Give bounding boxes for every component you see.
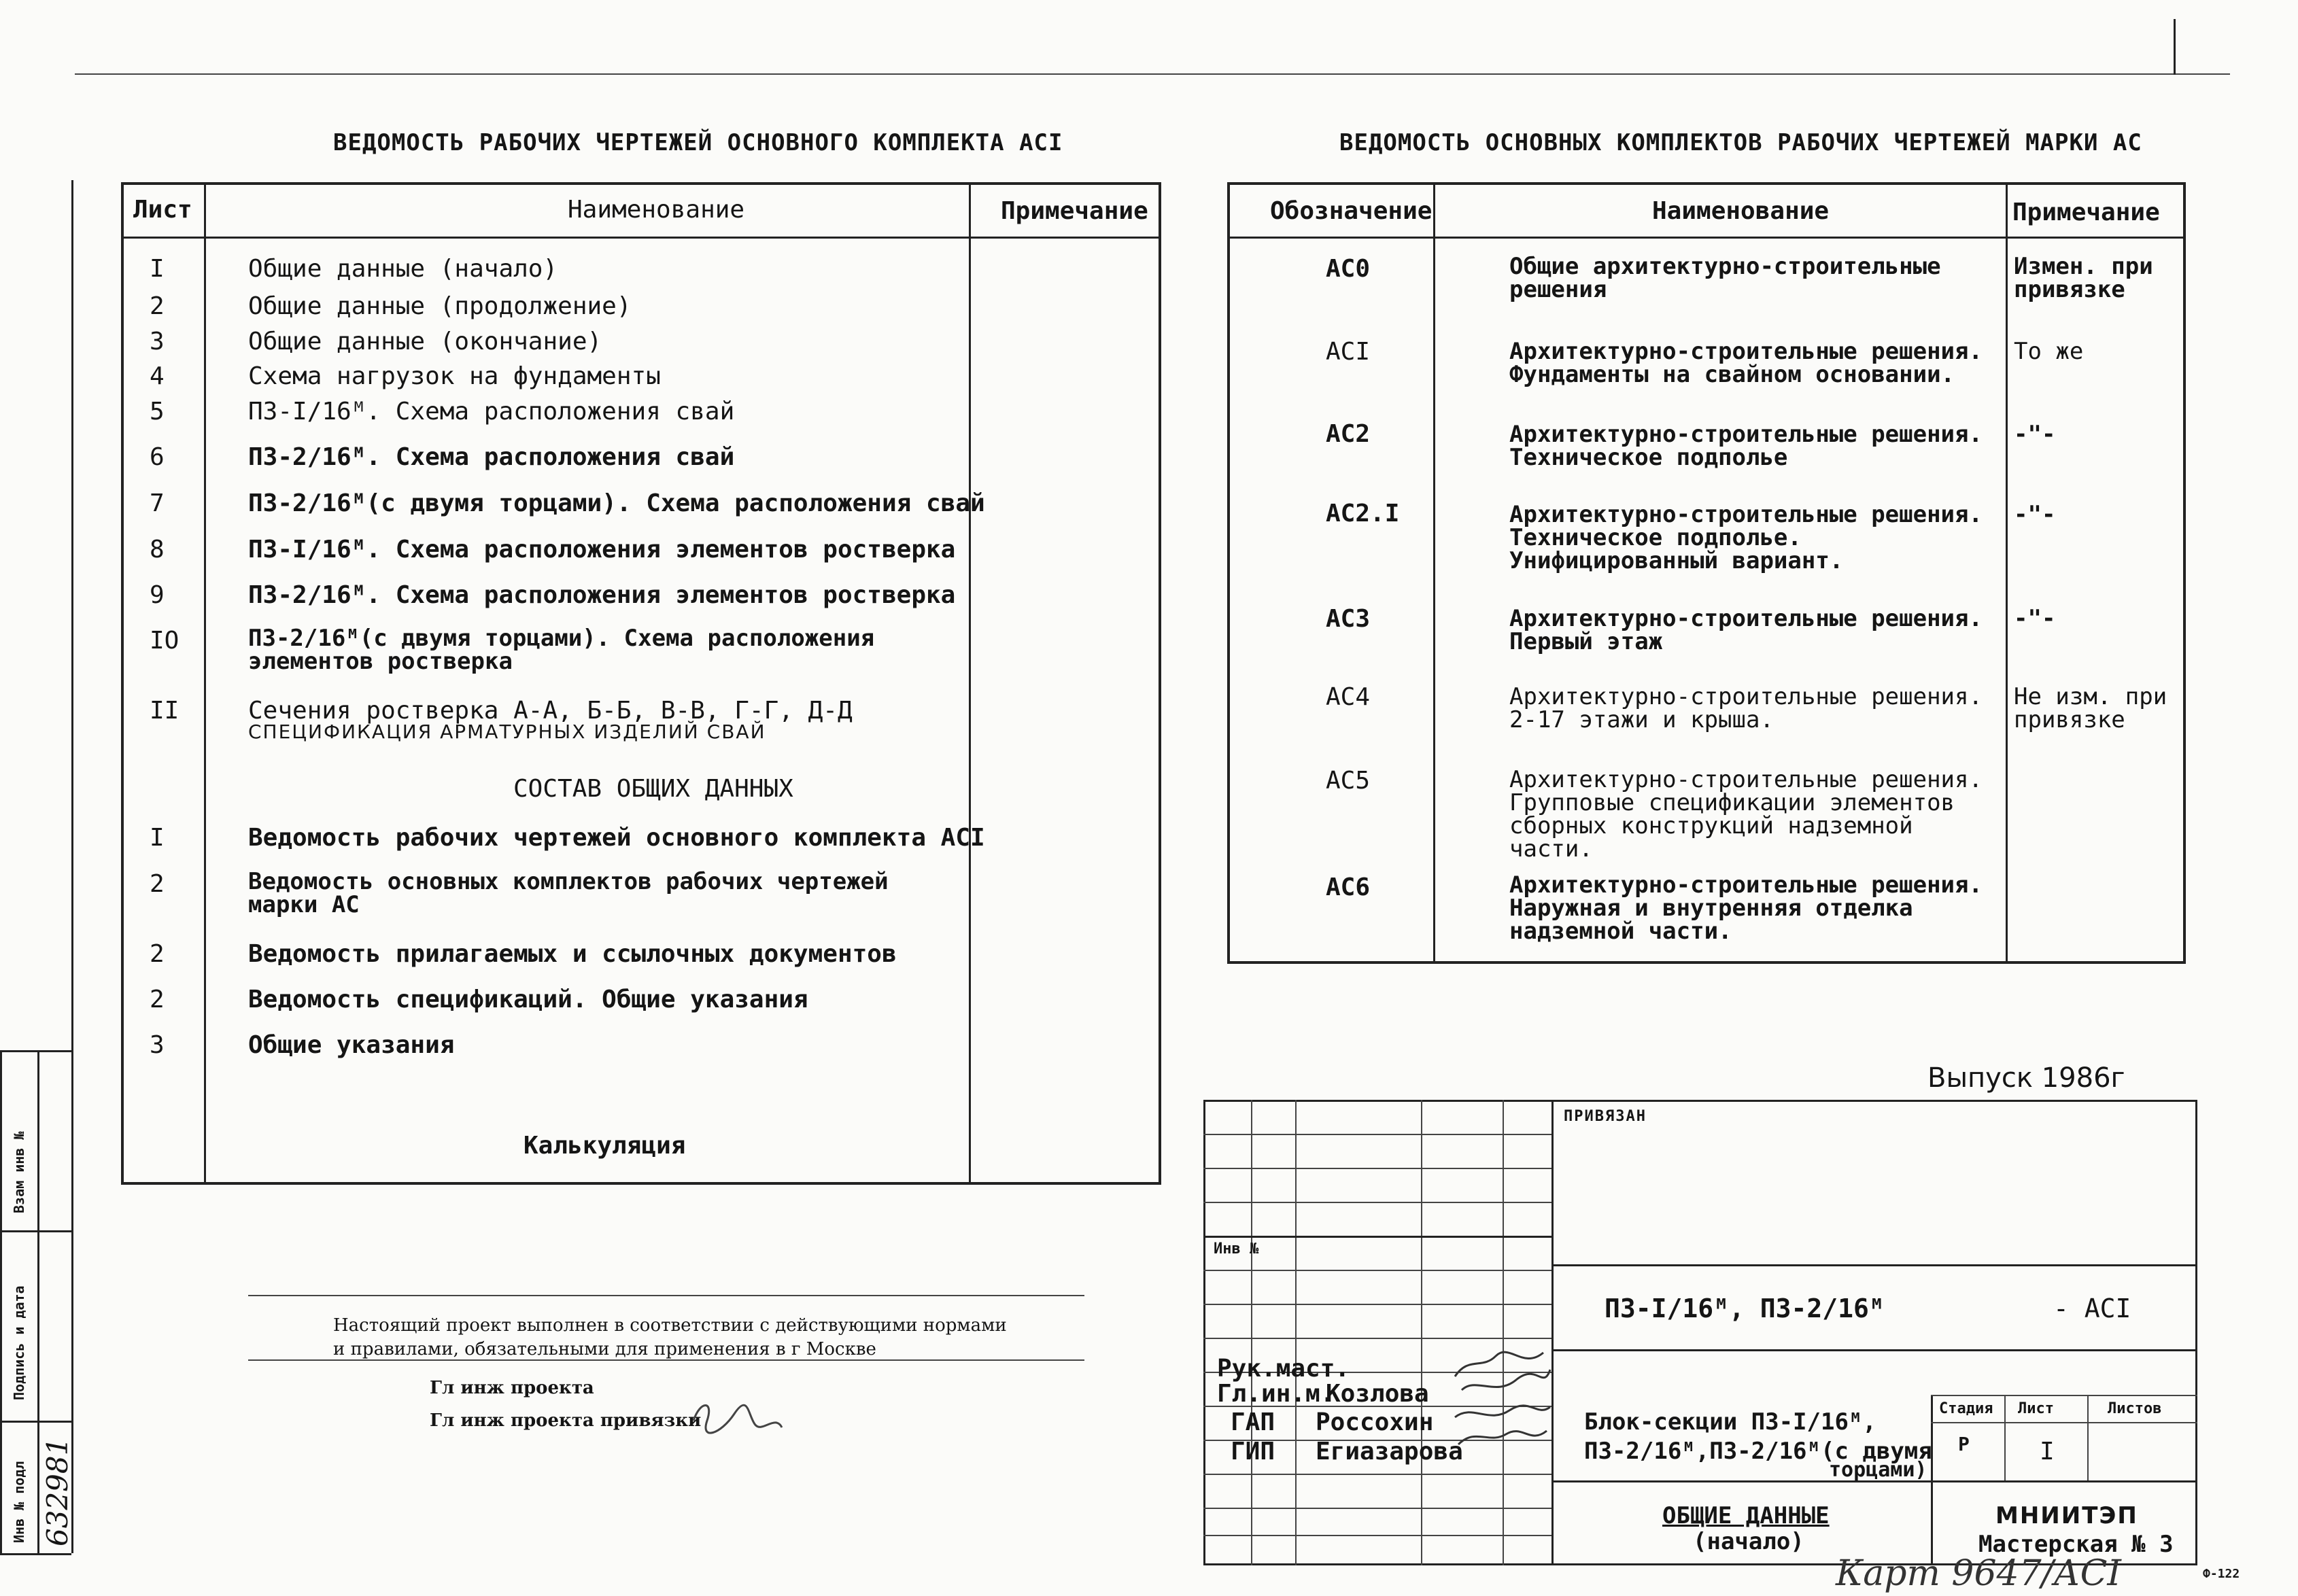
tb-right-rule-4 (1931, 1395, 2197, 1396)
right-header-note: Примечание (2012, 198, 2160, 226)
right-row-name: Архитектурно-строительные решения. Групповые спецификации элементов сборных конструкций надземной части. (1509, 766, 1983, 863)
right-row-note: Не изм. при привязке (2014, 683, 2167, 733)
title-block (1203, 1100, 2197, 1565)
right-row-name: Архитектурно-строительные решения. 2-17 этажи и крыша. (1509, 683, 1983, 733)
left-table-footer: Калькуляция (524, 1132, 686, 1160)
right-row-note: -"- (2014, 421, 2056, 448)
right-header-code: Обозначение (1270, 197, 1433, 225)
side-strip-podpis: Подпись и дата (11, 1285, 27, 1400)
left-section-name: Ведомость рабочих чертежей основного комплекта АСI (248, 824, 985, 852)
tb-col-2 (1295, 1100, 1297, 1565)
right-row-name: Архитектурно-строительные решения. Техническое подполье (1509, 421, 1983, 471)
org-line-2: Мастерская № 3 (1978, 1531, 2174, 1558)
note-line-2: и правилами, обязательными для применения в г Москве (333, 1339, 876, 1359)
building-line-2: П3-2/16ᴹ,П3-2/16ᴹ(с двумя (1584, 1438, 1932, 1465)
right-row-note: -"- (2014, 605, 2056, 632)
tb-row (1203, 1202, 1551, 1203)
project-code: П3-I/16ᴹ, П3-2/16ᴹ (1605, 1294, 1885, 1323)
tb-right-rule-1 (1551, 1264, 2197, 1266)
sheets-label: Листов (2108, 1400, 2162, 1417)
stage-value: Р (1958, 1433, 1970, 1455)
right-row-code: АС2.I (1326, 500, 1400, 527)
right-table-title: ВЕДОМОСТЬ ОСНОВНЫХ КОМПЛЕКТОВ РАБОЧИХ ЧЕРТЕЖЕЙ МАРКИ АС (1339, 129, 2142, 156)
right-row-name: Общие архитектурно-строительные решения (1509, 253, 1941, 303)
left-header-name: Наименование (568, 196, 745, 224)
tb-right-rule-5 (1931, 1422, 2197, 1423)
tb-row (1203, 1236, 1551, 1238)
signature-icon (687, 1393, 789, 1441)
left-row-sheet: I (150, 255, 165, 283)
left-table-col-rule-1 (204, 182, 206, 1185)
tb-col-5 (1551, 1100, 1554, 1565)
right-row-note: Измен. при привязке (2014, 253, 2153, 303)
left-row-sheet: 5 (150, 398, 165, 426)
side-strip-rule-3 (71, 180, 73, 1553)
left-section-title: СОСТАВ ОБЩИХ ДАННЫХ (513, 775, 793, 803)
right-row-note: -"- (2014, 501, 2056, 528)
right-row-code: АСI (1326, 338, 1371, 366)
tb-row (1203, 1134, 1551, 1135)
left-row-name: Общие данные (начало) (248, 255, 558, 283)
right-row-name: Архитектурно-строительные решения. Техническое подполье. Унифицированный вариант. (1509, 501, 1983, 574)
role-label: ГИП (1231, 1438, 1275, 1465)
note-rule-bottom (248, 1359, 1084, 1361)
left-row-name: П3-2/16ᴹ. Схема расположения свай (248, 443, 735, 471)
left-row-sheet: IO (150, 627, 179, 655)
scan-line-right (2174, 19, 2176, 75)
left-row-name: П3-2/16ᴹ. Схема расположения элементов ростверка (248, 581, 956, 609)
left-header-sheet: Лист (133, 196, 192, 224)
right-table-header-rule (1227, 237, 2186, 239)
archive-mark: Карт 9647/АСI (1836, 1553, 2121, 1594)
left-row-sheet: 8 (150, 536, 165, 563)
side-strip-rule-h2 (0, 1230, 71, 1232)
side-strip-rule-1 (0, 1050, 2, 1553)
chief-engineer-binding-label: Гл инж проекта привязки (430, 1410, 702, 1431)
building-line-1: Блок-секции П3-I/16ᴹ, (1584, 1408, 1876, 1436)
side-strip-rule-h1 (0, 1050, 71, 1052)
building-line-3: торцами) (1829, 1458, 1927, 1482)
left-section-sheet: 2 (150, 870, 165, 898)
left-section-sheet: I (150, 824, 165, 852)
sheet-value: I (2040, 1438, 2055, 1465)
left-section-name: Ведомость основных комплектов рабочих чертежей марки АС (248, 868, 889, 918)
left-row-name: Схема нагрузок на фундаменты (248, 362, 661, 390)
left-row-name: П3-I/16ᴹ. Схема расположения элементов ростверка (248, 536, 956, 563)
role-person: Козлова (1326, 1380, 1429, 1408)
project-code-suffix: - АСI (2053, 1294, 2131, 1323)
left-row-sheet: 6 (150, 443, 165, 471)
right-row-name: Архитектурно-строительные решения. Первый этаж (1509, 605, 1983, 655)
note-line-1: Настоящий проект выполнен в соответствии с действующими нормами (333, 1315, 1007, 1336)
left-row-extra: СПЕЦИФИКАЦИЯ АРМАТУРНЫХ ИЗДЕЛИЙ СВАЙ (248, 721, 766, 743)
tb-col-1 (1251, 1100, 1252, 1565)
right-header-name: Наименование (1652, 197, 1830, 225)
left-header-note: Примечание (1001, 197, 1148, 225)
tb-row (1203, 1270, 1551, 1271)
left-row-name: П3-2/16ᴹ(с двумя торцами). Схема расположения элементов ростверка (248, 625, 875, 675)
left-row-name: П3-2/16ᴹ(с двумя торцами). Схема расположения свай (248, 489, 985, 517)
tb-row (1203, 1338, 1551, 1339)
tb-row (1203, 1474, 1551, 1475)
tb-right-col-1 (1931, 1395, 1933, 1565)
left-row-sheet: 9 (150, 581, 165, 609)
side-strip-vzam: Взам инв № (11, 1131, 27, 1213)
org-line-1: МНИИТЭП (1995, 1502, 2138, 1529)
tb-col-3 (1421, 1100, 1422, 1565)
note-rule-top (248, 1295, 1084, 1296)
left-row-name: Общие данные (окончание) (248, 328, 602, 355)
side-strip-rule-h4 (0, 1553, 71, 1555)
tb-row (1203, 1168, 1551, 1169)
role-person: Егиазарова (1316, 1438, 1463, 1465)
side-strip-rule-h3 (0, 1421, 71, 1423)
left-row-sheet: 7 (150, 489, 165, 517)
role-label: Рук.маст. (1217, 1355, 1350, 1383)
tb-row (1203, 1304, 1551, 1305)
role-person: Россохин (1316, 1408, 1434, 1436)
right-row-name: Архитектурно-строительные решения. Фундаменты на свайном основании. (1509, 338, 1983, 388)
right-table-col-rule-2 (2006, 182, 2008, 964)
stage-label: Стадия (1939, 1400, 1993, 1417)
role-label: Гл.ин.м. (1217, 1380, 1335, 1408)
side-strip-inv-number: 632981 (41, 1437, 74, 1546)
left-section-name: Общие указания (248, 1031, 455, 1059)
stamp-signatures-icon (1441, 1342, 1564, 1458)
right-row-code: АС2 (1326, 420, 1371, 448)
left-row-sheet: 2 (150, 292, 165, 320)
left-table-col-rule-2 (969, 182, 971, 1185)
tb-col-4 (1503, 1100, 1504, 1565)
tb-right-col-3 (2087, 1395, 2089, 1480)
role-label: ГАП (1231, 1408, 1275, 1436)
left-row-sheet: 4 (150, 362, 165, 390)
chief-engineer-label: Гл инж проекта (430, 1378, 594, 1398)
left-row-name: П3-I/16ᴹ. Схема расположения свай (248, 398, 735, 426)
side-strip-rule-2 (37, 1050, 39, 1553)
inv-no-label: Инв № (1214, 1241, 1259, 1257)
left-section-name: Ведомость прилагаемых и ссылочных документов (248, 940, 897, 968)
right-row-code: АС0 (1326, 255, 1371, 283)
tb-right-rule-2 (1551, 1349, 2197, 1351)
right-row-note: То же (2014, 338, 2084, 365)
sheet-title-line-2: (начало) (1693, 1528, 1804, 1555)
issue-label: Выпуск 1986г (1927, 1062, 2125, 1094)
left-section-sheet: 2 (150, 986, 165, 1013)
left-section-sheet: 2 (150, 940, 165, 968)
left-section-sheet: 3 (150, 1031, 165, 1059)
left-row-sheet: II (150, 697, 179, 725)
right-table-col-rule-1 (1433, 182, 1435, 964)
side-strip-inv-podl: Инв № подл (11, 1461, 27, 1543)
tb-row (1203, 1508, 1551, 1509)
right-row-code: АС6 (1326, 873, 1371, 901)
left-row-sheet: 3 (150, 328, 165, 355)
form-code: Ф-122 (2203, 1567, 2240, 1581)
right-row-code: АС3 (1326, 605, 1371, 633)
left-table-header-rule (121, 237, 1161, 239)
scan-line-top (75, 73, 2230, 75)
sheet-label: Лист (2018, 1400, 2054, 1417)
left-table-title: ВЕДОМОСТЬ РАБОЧИХ ЧЕРТЕЖЕЙ ОСНОВНОГО КОМПЛЕКТА АСI (333, 129, 1063, 156)
sheet-title-line-1: ОБЩИЕ ДАННЫЕ (1662, 1502, 1830, 1529)
right-row-code: АС5 (1326, 767, 1371, 795)
left-row-name: Общие данные (продолжение) (248, 292, 632, 320)
tb-row (1203, 1535, 1551, 1536)
left-section-name: Ведомость спецификаций. Общие указания (248, 986, 808, 1013)
tb-right-col-2 (2004, 1395, 2006, 1480)
right-row-code: АС4 (1326, 683, 1371, 711)
bound-label: ПРИВЯЗАН (1564, 1108, 1647, 1125)
left-row-name: Сечения ростверка А-А, Б-Б, В-В, Г-Г, Д-Д (248, 697, 853, 725)
right-row-name: Архитектурно-строительные решения. Наружная и внутренняя отделка надземной части. (1509, 871, 1983, 945)
